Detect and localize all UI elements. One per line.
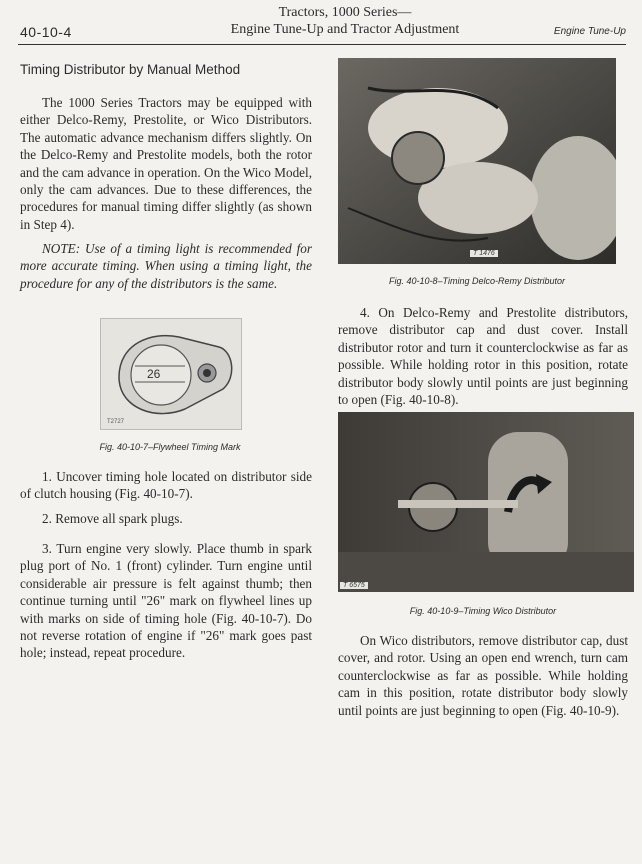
step-3: 3. Turn engine very slowly. Place thumb in spark plug port of No. 1 (front) cylinder. Turn engine until considerable air pressure is felt against thumb; then continue turning until "26" mark on flywheel lines up with marks on side of timing hole (Fig. 40-10-7). Do not reverse rotation of engine if "26" mark goes past hole; instead, repeat procedure. — [20, 541, 312, 661]
figure-tag: T2727 — [107, 419, 125, 425]
section-label: Engine Tune-Up — [553, 26, 626, 37]
running-header — [180, 4, 510, 38]
flywheel-timing-mark-illustration — [101, 319, 241, 429]
wico-photo — [338, 412, 634, 592]
header-title: Tractors, 1000 Series— — [278, 5, 412, 20]
wico-paragraph: On Wico distributors, remove distributor cap, dust cover, and rotor. Using an open end wrench, turn cam counterclockwise as far as possible. While holding cam in this position, rotate distributor body slowly until points are just beginning to open (Fig. 40-10-9). — [338, 633, 628, 718]
header-subtitle: Engine Tune-Up and Tractor Adjustment — [230, 22, 460, 37]
step-2: 2. Remove all spark plugs. — [42, 511, 183, 526]
timing-mark-number: 26 — [147, 367, 161, 381]
section-heading: Timing Distributor by Manual Method — [20, 62, 241, 77]
delco-remy-photo — [338, 58, 616, 264]
header-rule — [18, 44, 626, 45]
flywheel-figure — [100, 318, 242, 430]
figure-9-caption: Fig. 40-10-9–Timing Wico Distributor — [409, 606, 557, 616]
photo-tag-6575: T 6575 — [340, 582, 368, 589]
figure-8-caption: Fig. 40-10-8–Timing Delco-Remy Distributor — [389, 276, 565, 286]
page-number: 40-10-4 — [20, 24, 72, 40]
photo-tag-1476: T 1476 — [470, 250, 498, 257]
step-1: 1. Uncover timing hole located on distributor side of clutch housing (Fig. 40-10-7). — [20, 469, 312, 502]
figure-7-caption: Fig. 40-10-7–Flywheel Timing Mark — [99, 442, 241, 452]
step-4: 4. On Delco-Remy and Prestolite distributors, remove distributor cap and dust cover. Install distributor rotor and turn it counterclockwise as far as possible. While holding rotor in this position, rotate distributor body slowly until points are just beginning to open (Fig. 40-10-8). — [338, 305, 628, 408]
intro-paragraph: The 1000 Series Tractors may be equipped with either Delco-Remy, Prestolite, or Wico Distributors. The automatic advance mechanism differs slightly. On the Delco-Remy and Prestolite models, both the rotor and the cam advance in operation. On the Wico Model, only the cam advances. Due to these differences, the procedures for manual timing differ slightly (as shown in Step 4). — [20, 95, 312, 232]
note-paragraph: NOTE: Use of a timing light is recommended for more accurate timing. When using a timing light, the procedure for any of the distributors is the same. — [20, 241, 312, 291]
